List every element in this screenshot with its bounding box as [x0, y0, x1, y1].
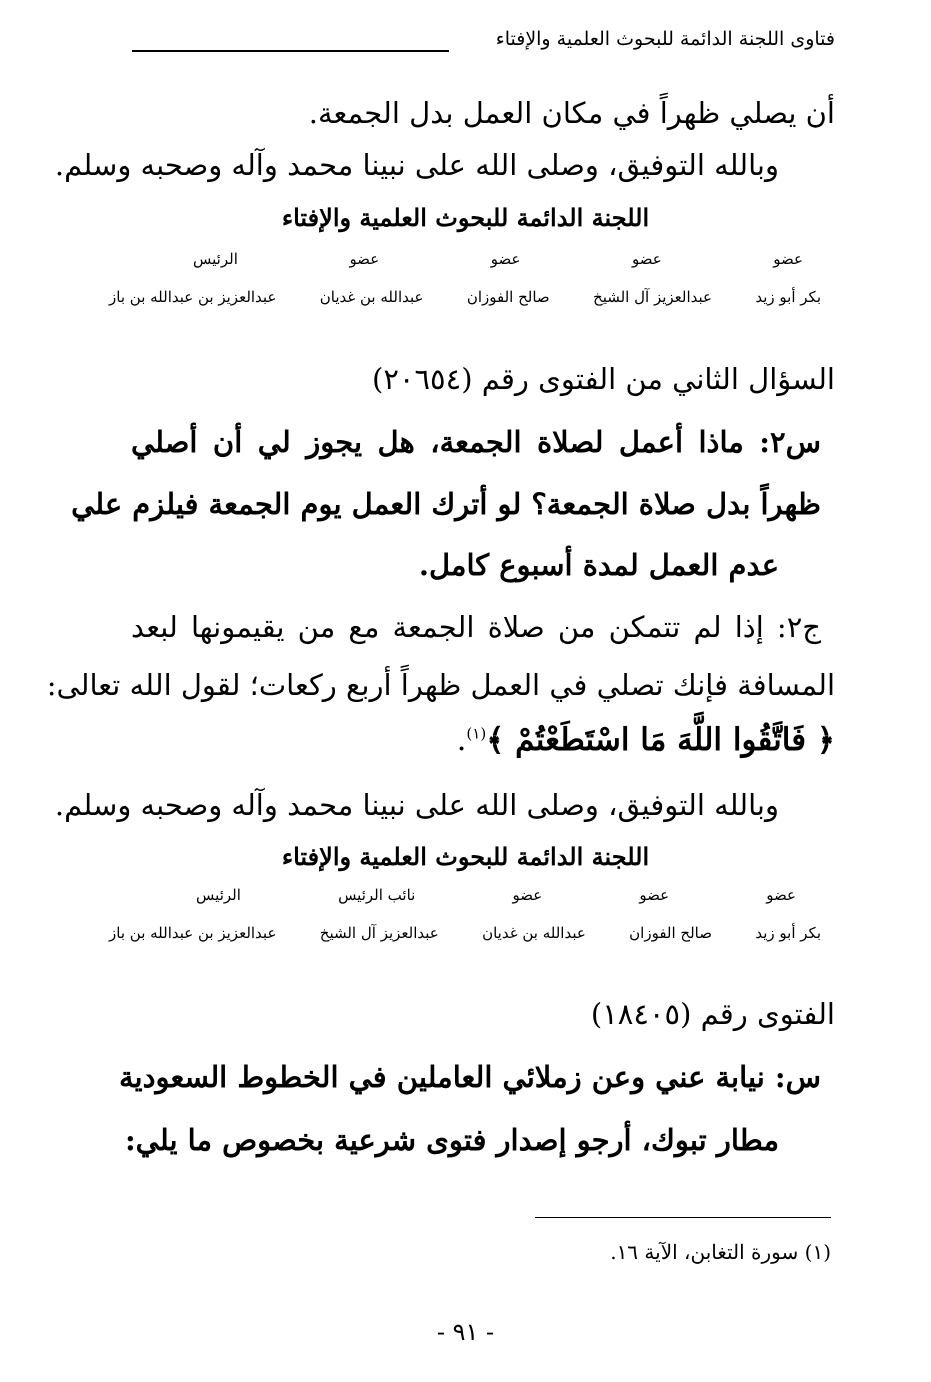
signatory-name: عبدالعزيز آل الشيخ	[593, 288, 712, 306]
fatwa1-closing: وبالله التوفيق، وصلى الله على نبينا محمد وآله وصحبه وسلم.	[54, 148, 779, 182]
signatory-name: عبدالله بن غديان	[482, 924, 586, 942]
page-number: - ٩١ -	[436, 1318, 495, 1346]
signatory-name: عبدالعزيز بن عبدالله بن باز	[109, 288, 277, 306]
signatory-name: عبدالعزيز بن عبدالله بن باز	[109, 924, 277, 942]
role: عضو	[490, 250, 521, 268]
fatwa2-answer-line: المسافة فإنك تصلي في العمل ظهراً أربع ركعات؛ لقول الله تعالى:	[46, 668, 835, 702]
fatwa2-committee-title: اللجنة الدائمة للبحوث العلمية والإفتاء	[281, 842, 650, 871]
signatory-name: عبدالعزيز آل الشيخ	[319, 924, 439, 942]
verse-text: ﴿ فَاتَّقُوا اللَّهَ مَا اسْتَطَعْتُمْ ﴾	[486, 722, 835, 758]
fatwa3-heading: الفتوى رقم (١٨٤٠٥)	[590, 997, 835, 1031]
role: الرئيس	[196, 886, 241, 904]
fatwa2-answer-line: ج٢: إذا لم تتمكن من صلاة الجمعة مع من يقيمونها لبعد	[131, 610, 821, 644]
signatory-name: صالح الفوزان	[466, 288, 550, 306]
header-rule	[132, 50, 449, 52]
role: عضو	[512, 886, 543, 904]
running-header: فتاوى اللجنة الدائمة للبحوث العلمية والإفتاء	[495, 28, 835, 50]
fatwa2-signatory-roles	[196, 886, 796, 904]
fatwa2-heading: السؤال الثاني من الفتوى رقم (٢٠٦٥٤)	[372, 362, 835, 396]
role: عضو	[766, 886, 796, 904]
footnote-marker: (١)	[466, 724, 487, 743]
fatwa2-signatory-names	[109, 924, 821, 942]
fatwa1-committee-title: اللجنة الدائمة للبحوث العلمية والإفتاء	[281, 203, 650, 232]
fatwa1-text-line: أن يصلي ظهراً في مكان العمل بدل الجمعة.	[308, 96, 835, 130]
role: عضو	[773, 250, 803, 268]
fatwa1-signatory-names	[109, 288, 821, 306]
fatwa2-closing: وبالله التوفيق، وصلى الله على نبينا محمد وآله وصحبه وسلم.	[54, 788, 779, 822]
fatwa3-question-line: مطار تبوك، أرجو إصدار فتوى شرعية بخصوص ما يلي:	[124, 1123, 779, 1157]
role: عضو	[639, 886, 670, 904]
role: نائب الرئيس	[338, 886, 416, 904]
fatwa3-question-line: س: نيابة عني وعن زملائي العاملين في الخطوط السعودية	[118, 1060, 821, 1094]
footnote-rule	[535, 1217, 831, 1218]
signatory-name: بكر أبو زيد	[755, 924, 821, 942]
quran-verse: ﴿ فَاتَّقُوا اللَّهَ مَا اسْتَطَعْتُمْ ﴾$^{(١)}$.	[456, 722, 835, 758]
role: الرئيس	[193, 250, 238, 268]
signatory-name: بكر أبو زيد	[755, 288, 821, 306]
fatwa2-question-line: عدم العمل لمدة أسبوع كامل.	[418, 548, 779, 582]
role: عضو	[349, 250, 380, 268]
signatory-name: صالح الفوزان	[629, 924, 712, 942]
fatwa2-question-line: س٢: ماذا أعمل لصلاة الجمعة، هل يجوز لي أن أصلي	[131, 425, 821, 459]
footnote: (١) سورة التغابن، الآية ١٦.	[610, 1240, 831, 1264]
signatory-name: عبدالله بن غديان	[319, 288, 424, 306]
fatwa2-question-line: ظهراً بدل صلاة الجمعة؟ لو أترك العمل يوم الجمعة فيلزم علي	[71, 487, 821, 521]
role: عضو	[632, 250, 662, 268]
fatwa1-signatory-roles	[193, 250, 803, 268]
